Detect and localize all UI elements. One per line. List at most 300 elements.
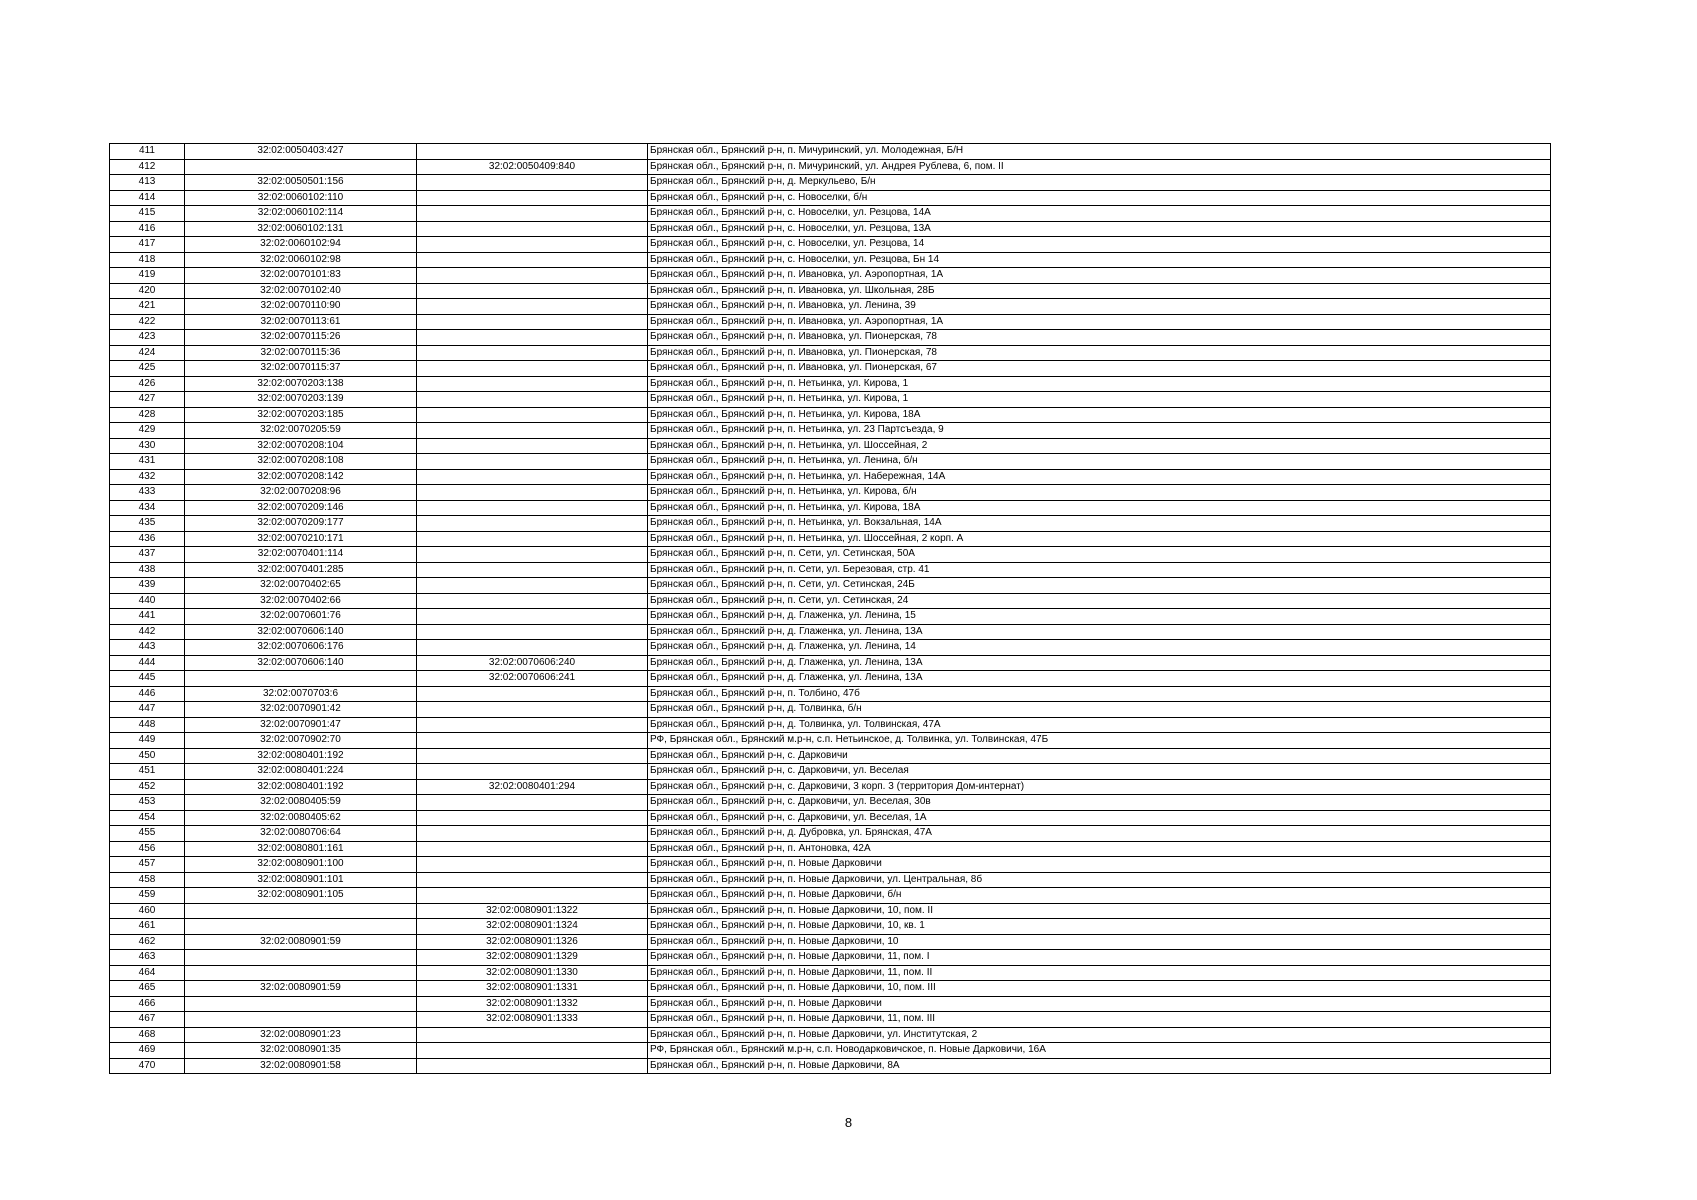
object-cadastral-number-cell — [417, 361, 648, 377]
object-cadastral-number-cell — [417, 841, 648, 857]
row-number-cell: 427 — [110, 392, 185, 408]
cadastral-number-cell: 32:02:0070115:36 — [185, 345, 417, 361]
object-cadastral-number-cell — [417, 748, 648, 764]
table-row — [110, 283, 1551, 299]
row-number-cell: 443 — [110, 640, 185, 656]
row-number-cell: 433 — [110, 485, 185, 501]
address-cell: Брянская обл., Брянский р-н, п. Нетьинка, ул. Кирова, 18А — [648, 407, 1551, 423]
address-cell: Брянская обл., Брянский р-н, п. Новые Дарковичи — [648, 996, 1551, 1012]
object-cadastral-number-cell — [417, 795, 648, 811]
object-cadastral-number-cell — [417, 206, 648, 222]
cadastral-number-cell: 32:02:0080401:192 — [185, 779, 417, 795]
cadastral-number-cell: 32:02:0070208:142 — [185, 469, 417, 485]
object-cadastral-number-cell — [417, 330, 648, 346]
object-cadastral-number-cell — [417, 888, 648, 904]
object-cadastral-number-cell — [417, 190, 648, 206]
table-row — [110, 500, 1551, 516]
cadastral-number-cell: 32:02:0060102:110 — [185, 190, 417, 206]
address-cell: Брянская обл., Брянский р-н, п. Сети, ул. Березовая, стр. 41 — [648, 562, 1551, 578]
row-number-cell: 448 — [110, 717, 185, 733]
cadastral-number-cell: 32:02:0080401:224 — [185, 764, 417, 780]
cadastral-number-cell — [185, 671, 417, 687]
object-cadastral-number-cell: 32:02:0070606:241 — [417, 671, 648, 687]
object-cadastral-number-cell: 32:02:0080901:1329 — [417, 950, 648, 966]
address-cell: Брянская обл., Брянский р-н, п. Новые Дарковичи, 11, пом. I — [648, 950, 1551, 966]
address-cell: Брянская обл., Брянский р-н, д. Толвинка, б/н — [648, 702, 1551, 718]
row-number-cell: 451 — [110, 764, 185, 780]
object-cadastral-number-cell — [417, 454, 648, 470]
table-row — [110, 717, 1551, 733]
cadastral-number-cell: 32:02:0070901:42 — [185, 702, 417, 718]
table-row — [110, 314, 1551, 330]
row-number-cell: 469 — [110, 1043, 185, 1059]
table-row — [110, 392, 1551, 408]
table-row — [110, 531, 1551, 547]
table-row — [110, 810, 1551, 826]
table-row — [110, 221, 1551, 237]
cadastral-number-cell: 32:02:0070102:40 — [185, 283, 417, 299]
object-cadastral-number-cell — [417, 237, 648, 253]
object-cadastral-number-cell — [417, 702, 648, 718]
page-number: 8 — [844, 1115, 853, 1130]
cadastral-number-cell: 32:02:0080901:23 — [185, 1027, 417, 1043]
table-row — [110, 252, 1551, 268]
address-cell: Брянская обл., Брянский р-н, с. Новоселки, ул. Резцова, 13А — [648, 221, 1551, 237]
table-row — [110, 965, 1551, 981]
object-cadastral-number-cell — [417, 872, 648, 888]
row-number-cell: 434 — [110, 500, 185, 516]
row-number-cell: 444 — [110, 655, 185, 671]
table-row — [110, 733, 1551, 749]
address-cell: Брянская обл., Брянский р-н, с. Дарковичи, ул. Веселая, 1А — [648, 810, 1551, 826]
row-number-cell: 456 — [110, 841, 185, 857]
table-row — [110, 469, 1551, 485]
row-number-cell: 437 — [110, 547, 185, 563]
object-cadastral-number-cell: 32:02:0080901:1333 — [417, 1012, 648, 1028]
address-cell: Брянская обл., Брянский р-н, п. Нетьинка, ул. Шоссейная, 2 — [648, 438, 1551, 454]
address-cell: Брянская обл., Брянский р-н, с. Дарковичи, ул. Веселая — [648, 764, 1551, 780]
row-number-cell: 457 — [110, 857, 185, 873]
row-number-cell: 429 — [110, 423, 185, 439]
address-cell: Брянская обл., Брянский р-н, п. Мичуринский, ул. Молодежная, Б/Н — [648, 144, 1551, 160]
table-row — [110, 841, 1551, 857]
object-cadastral-number-cell — [417, 345, 648, 361]
row-number-cell: 463 — [110, 950, 185, 966]
cadastral-number-cell: 32:02:0070209:177 — [185, 516, 417, 532]
object-cadastral-number-cell — [417, 423, 648, 439]
address-cell: Брянская обл., Брянский р-н, п. Новые Дарковичи, 11, пом. II — [648, 965, 1551, 981]
address-cell: Брянская обл., Брянский р-н, п. Антоновка, 42А — [648, 841, 1551, 857]
object-cadastral-number-cell: 32:02:0080901:1322 — [417, 903, 648, 919]
table-row — [110, 702, 1551, 718]
cadastral-number-cell — [185, 965, 417, 981]
address-cell: Брянская обл., Брянский р-н, п. Ивановка, ул. Пионерская, 67 — [648, 361, 1551, 377]
row-number-cell: 447 — [110, 702, 185, 718]
cadastral-number-cell: 32:02:0070401:285 — [185, 562, 417, 578]
table-row — [110, 578, 1551, 594]
table-row — [110, 609, 1551, 625]
cadastral-number-cell: 32:02:0060102:94 — [185, 237, 417, 253]
row-number-cell: 446 — [110, 686, 185, 702]
table-row — [110, 671, 1551, 687]
row-number-cell: 420 — [110, 283, 185, 299]
object-cadastral-number-cell: 32:02:0080901:1332 — [417, 996, 648, 1012]
cadastral-number-cell: 32:02:0070208:104 — [185, 438, 417, 454]
cadastral-number-cell: 32:02:0070402:66 — [185, 593, 417, 609]
address-cell: Брянская обл., Брянский р-н, п. Новые Дарковичи, 10, пом. III — [648, 981, 1551, 997]
row-number-cell: 440 — [110, 593, 185, 609]
address-cell: Брянская обл., Брянский р-н, д. Глаженка, ул. Ленина, 13А — [648, 624, 1551, 640]
object-cadastral-number-cell — [417, 686, 648, 702]
object-cadastral-number-cell — [417, 438, 648, 454]
address-cell: Брянская обл., Брянский р-н, п. Нетьинка, ул. 23 Партсъезда, 9 — [648, 423, 1551, 439]
row-number-cell: 460 — [110, 903, 185, 919]
table-row — [110, 888, 1551, 904]
table-row — [110, 857, 1551, 873]
address-cell: Брянская обл., Брянский р-н, п. Мичуринский, ул. Андрея Рублева, 6, пом. II — [648, 159, 1551, 175]
address-cell: Брянская обл., Брянский р-н, д. Дубровка, ул. Брянская, 47А — [648, 826, 1551, 842]
address-cell: Брянская обл., Брянский р-н, д. Толвинка, ул. Толвинская, 47А — [648, 717, 1551, 733]
table-row — [110, 1027, 1551, 1043]
table-row — [110, 919, 1551, 935]
row-number-cell: 413 — [110, 175, 185, 191]
table-row — [110, 764, 1551, 780]
object-cadastral-number-cell — [417, 469, 648, 485]
table-row — [110, 438, 1551, 454]
row-number-cell: 449 — [110, 733, 185, 749]
object-cadastral-number-cell — [417, 283, 648, 299]
cadastral-number-cell: 32:02:0070208:108 — [185, 454, 417, 470]
address-cell: Брянская обл., Брянский р-н, п. Новые Дарковичи, 10, кв. 1 — [648, 919, 1551, 935]
object-cadastral-number-cell: 32:02:0080901:1324 — [417, 919, 648, 935]
object-cadastral-number-cell — [417, 221, 648, 237]
property-table — [109, 143, 1551, 1074]
row-number-cell: 432 — [110, 469, 185, 485]
cadastral-number-cell: 32:02:0050403:427 — [185, 144, 417, 160]
address-cell: Брянская обл., Брянский р-н, д. Меркульево, Б/н — [648, 175, 1551, 191]
object-cadastral-number-cell — [417, 1027, 648, 1043]
cadastral-number-cell: 32:02:0070203:185 — [185, 407, 417, 423]
object-cadastral-number-cell: 32:02:0050409:840 — [417, 159, 648, 175]
address-cell: Брянская обл., Брянский р-н, п. Ивановка, ул. Аэропортная, 1А — [648, 314, 1551, 330]
address-cell: Брянская обл., Брянский р-н, п. Сети, ул. Сетинская, 24 — [648, 593, 1551, 609]
address-cell: Брянская обл., Брянский р-н, п. Ивановка, ул. Ленина, 39 — [648, 299, 1551, 315]
row-number-cell: 453 — [110, 795, 185, 811]
table-row — [110, 330, 1551, 346]
table-row — [110, 516, 1551, 532]
table-row — [110, 547, 1551, 563]
address-cell: Брянская обл., Брянский р-н, д. Глаженка, ул. Ленина, 14 — [648, 640, 1551, 656]
address-cell: Брянская обл., Брянский р-н, п. Новые Дарковичи, ул. Центральная, 8б — [648, 872, 1551, 888]
cadastral-number-cell: 32:02:0070902:70 — [185, 733, 417, 749]
row-number-cell: 450 — [110, 748, 185, 764]
address-cell: Брянская обл., Брянский р-н, с. Новоселки, ул. Резцова, Бн 14 — [648, 252, 1551, 268]
row-number-cell: 467 — [110, 1012, 185, 1028]
row-number-cell: 459 — [110, 888, 185, 904]
row-number-cell: 419 — [110, 268, 185, 284]
table-row — [110, 299, 1551, 315]
object-cadastral-number-cell — [417, 857, 648, 873]
object-cadastral-number-cell — [417, 531, 648, 547]
object-cadastral-number-cell — [417, 578, 648, 594]
row-number-cell: 468 — [110, 1027, 185, 1043]
cadastral-number-cell: 32:02:0080405:62 — [185, 810, 417, 826]
table-row — [110, 826, 1551, 842]
object-cadastral-number-cell — [417, 547, 648, 563]
address-cell: Брянская обл., Брянский р-н, п. Ивановка, ул. Пионерская, 78 — [648, 330, 1551, 346]
address-cell: Брянская обл., Брянский р-н, п. Нетьинка, ул. Кирова, 1 — [648, 376, 1551, 392]
table-row — [110, 1043, 1551, 1059]
address-cell: Брянская обл., Брянский р-н, п. Нетьинка, ул. Ленина, б/н — [648, 454, 1551, 470]
address-cell: Брянская обл., Брянский р-н, п. Новые Дарковичи, б/н — [648, 888, 1551, 904]
row-number-cell: 412 — [110, 159, 185, 175]
address-cell: Брянская обл., Брянский р-н, п. Нетьинка, ул. Шоссейная, 2 корп. А — [648, 531, 1551, 547]
address-cell: Брянская обл., Брянский р-н, д. Глаженка, ул. Ленина, 13А — [648, 671, 1551, 687]
object-cadastral-number-cell — [417, 252, 648, 268]
row-number-cell: 422 — [110, 314, 185, 330]
cadastral-number-cell: 32:02:0070901:47 — [185, 717, 417, 733]
table-row — [110, 423, 1551, 439]
object-cadastral-number-cell — [417, 392, 648, 408]
cadastral-number-cell: 32:02:0070203:138 — [185, 376, 417, 392]
row-number-cell: 441 — [110, 609, 185, 625]
row-number-cell: 470 — [110, 1058, 185, 1074]
cadastral-number-cell: 32:02:0070402:65 — [185, 578, 417, 594]
row-number-cell: 454 — [110, 810, 185, 826]
object-cadastral-number-cell — [417, 624, 648, 640]
row-number-cell: 417 — [110, 237, 185, 253]
table-row — [110, 996, 1551, 1012]
row-number-cell: 452 — [110, 779, 185, 795]
property-table-body — [110, 144, 1551, 1074]
address-cell: Брянская обл., Брянский р-н, п. Толбино, 47б — [648, 686, 1551, 702]
cadastral-number-cell: 32:02:0070401:114 — [185, 547, 417, 563]
cadastral-number-cell — [185, 159, 417, 175]
object-cadastral-number-cell — [417, 733, 648, 749]
row-number-cell: 428 — [110, 407, 185, 423]
cadastral-number-cell — [185, 996, 417, 1012]
address-cell: Брянская обл., Брянский р-н, с. Новоселки, ул. Резцова, 14А — [648, 206, 1551, 222]
row-number-cell: 466 — [110, 996, 185, 1012]
row-number-cell: 418 — [110, 252, 185, 268]
object-cadastral-number-cell — [417, 175, 648, 191]
table-row — [110, 206, 1551, 222]
object-cadastral-number-cell: 32:02:0080901:1326 — [417, 934, 648, 950]
cadastral-number-cell — [185, 919, 417, 935]
address-cell: Брянская обл., Брянский р-н, п. Ивановка, ул. Школьная, 28Б — [648, 283, 1551, 299]
table-row — [110, 593, 1551, 609]
object-cadastral-number-cell — [417, 500, 648, 516]
cadastral-number-cell — [185, 903, 417, 919]
object-cadastral-number-cell — [417, 640, 648, 656]
address-cell: РФ, Брянская обл., Брянский м.р-н, с.п. Нетьинское, д. Толвинка, ул. Толвинская, 47Б — [648, 733, 1551, 749]
row-number-cell: 424 — [110, 345, 185, 361]
table-row — [110, 934, 1551, 950]
object-cadastral-number-cell — [417, 299, 648, 315]
cadastral-number-cell: 32:02:0080901:105 — [185, 888, 417, 904]
cadastral-number-cell: 32:02:0080901:35 — [185, 1043, 417, 1059]
cadastral-number-cell: 32:02:0070113:61 — [185, 314, 417, 330]
object-cadastral-number-cell — [417, 407, 648, 423]
address-cell: Брянская обл., Брянский р-н, п. Сети, ул. Сетинская, 50А — [648, 547, 1551, 563]
row-number-cell: 462 — [110, 934, 185, 950]
row-number-cell: 455 — [110, 826, 185, 842]
address-cell: Брянская обл., Брянский р-н, с. Новоселки, б/н — [648, 190, 1551, 206]
row-number-cell: 423 — [110, 330, 185, 346]
table-row — [110, 1058, 1551, 1074]
table-row — [110, 640, 1551, 656]
cadastral-number-cell: 32:02:0070606:140 — [185, 624, 417, 640]
table-row — [110, 237, 1551, 253]
table-row — [110, 981, 1551, 997]
address-cell: Брянская обл., Брянский р-н, с. Новоселки, ул. Резцова, 14 — [648, 237, 1551, 253]
address-cell: Брянская обл., Брянский р-н, п. Новые Дарковичи, 11, пом. III — [648, 1012, 1551, 1028]
address-cell: Брянская обл., Брянский р-н, п. Новые Дарковичи, 10, пом. II — [648, 903, 1551, 919]
address-cell: Брянская обл., Брянский р-н, п. Нетьинка, ул. Кирова, 18А — [648, 500, 1551, 516]
cadastral-number-cell — [185, 1012, 417, 1028]
cadastral-number-cell: 32:02:0050501:156 — [185, 175, 417, 191]
cadastral-number-cell: 32:02:0080901:58 — [185, 1058, 417, 1074]
cadastral-number-cell: 32:02:0070606:140 — [185, 655, 417, 671]
table-row — [110, 748, 1551, 764]
table-row — [110, 454, 1551, 470]
cadastral-number-cell: 32:02:0070703:6 — [185, 686, 417, 702]
table-row — [110, 407, 1551, 423]
cadastral-number-cell: 32:02:0070115:26 — [185, 330, 417, 346]
object-cadastral-number-cell — [417, 562, 648, 578]
cadastral-number-cell: 32:02:0060102:131 — [185, 221, 417, 237]
table-row — [110, 655, 1551, 671]
address-cell: Брянская обл., Брянский р-н, п. Новые Дарковичи, 10 — [648, 934, 1551, 950]
row-number-cell: 461 — [110, 919, 185, 935]
address-cell: Брянская обл., Брянский р-н, п. Ивановка, ул. Аэропортная, 1А — [648, 268, 1551, 284]
row-number-cell: 421 — [110, 299, 185, 315]
table-row — [110, 624, 1551, 640]
object-cadastral-number-cell — [417, 268, 648, 284]
address-cell: Брянская обл., Брянский р-н, п. Нетьинка, ул. Кирова, 1 — [648, 392, 1551, 408]
object-cadastral-number-cell — [417, 609, 648, 625]
table-row — [110, 686, 1551, 702]
cadastral-number-cell: 32:02:0080901:59 — [185, 934, 417, 950]
object-cadastral-number-cell — [417, 1058, 648, 1074]
table-row — [110, 190, 1551, 206]
table-row — [110, 376, 1551, 392]
address-cell: РФ, Брянская обл., Брянский м.р-н, с.п. Новодарковичское, п. Новые Дарковичи, 16А — [648, 1043, 1551, 1059]
row-number-cell: 425 — [110, 361, 185, 377]
cadastral-number-cell: 32:02:0080401:192 — [185, 748, 417, 764]
table-row — [110, 795, 1551, 811]
row-number-cell: 416 — [110, 221, 185, 237]
table-row — [110, 562, 1551, 578]
address-cell: Брянская обл., Брянский р-н, с. Дарковичи, 3 корп. 3 (территория Дом-интернат) — [648, 779, 1551, 795]
address-cell: Брянская обл., Брянский р-н, п. Новые Дарковичи, 8А — [648, 1058, 1551, 1074]
row-number-cell: 431 — [110, 454, 185, 470]
cadastral-number-cell — [185, 950, 417, 966]
row-number-cell: 415 — [110, 206, 185, 222]
address-cell: Брянская обл., Брянский р-н, с. Дарковичи, ул. Веселая, 30в — [648, 795, 1551, 811]
address-cell: Брянская обл., Брянский р-н, д. Глаженка, ул. Ленина, 13А — [648, 655, 1551, 671]
cadastral-number-cell: 32:02:0070209:146 — [185, 500, 417, 516]
table-row — [110, 903, 1551, 919]
row-number-cell: 445 — [110, 671, 185, 687]
object-cadastral-number-cell: 32:02:0080901:1330 — [417, 965, 648, 981]
table-row — [110, 268, 1551, 284]
cadastral-number-cell: 32:02:0080405:59 — [185, 795, 417, 811]
object-cadastral-number-cell: 32:02:0070606:240 — [417, 655, 648, 671]
object-cadastral-number-cell — [417, 1043, 648, 1059]
object-cadastral-number-cell — [417, 717, 648, 733]
cadastral-number-cell: 32:02:0070115:37 — [185, 361, 417, 377]
object-cadastral-number-cell — [417, 376, 648, 392]
object-cadastral-number-cell — [417, 144, 648, 160]
address-cell: Брянская обл., Брянский р-н, с. Дарковичи — [648, 748, 1551, 764]
row-number-cell: 411 — [110, 144, 185, 160]
cadastral-number-cell: 32:02:0080901:100 — [185, 857, 417, 873]
object-cadastral-number-cell — [417, 826, 648, 842]
address-cell: Брянская обл., Брянский р-н, п. Новые Дарковичи, ул. Институтская, 2 — [648, 1027, 1551, 1043]
object-cadastral-number-cell — [417, 314, 648, 330]
cadastral-number-cell: 32:02:0070208:96 — [185, 485, 417, 501]
cadastral-number-cell: 32:02:0070606:176 — [185, 640, 417, 656]
object-cadastral-number-cell — [417, 516, 648, 532]
table-row — [110, 485, 1551, 501]
row-number-cell: 442 — [110, 624, 185, 640]
table-row — [110, 950, 1551, 966]
table-row — [110, 175, 1551, 191]
object-cadastral-number-cell: 32:02:0080401:294 — [417, 779, 648, 795]
address-cell: Брянская обл., Брянский р-н, п. Сети, ул. Сетинская, 24Б — [648, 578, 1551, 594]
object-cadastral-number-cell — [417, 810, 648, 826]
object-cadastral-number-cell — [417, 593, 648, 609]
cadastral-number-cell: 32:02:0070205:59 — [185, 423, 417, 439]
object-cadastral-number-cell — [417, 764, 648, 780]
address-cell: Брянская обл., Брянский р-н, п. Нетьинка, ул. Набережная, 14А — [648, 469, 1551, 485]
address-cell: Брянская обл., Брянский р-н, п. Нетьинка, ул. Вокзальная, 14А — [648, 516, 1551, 532]
row-number-cell: 464 — [110, 965, 185, 981]
row-number-cell: 438 — [110, 562, 185, 578]
address-cell: Брянская обл., Брянский р-н, п. Нетьинка, ул. Кирова, б/н — [648, 485, 1551, 501]
cadastral-number-cell: 32:02:0070601:76 — [185, 609, 417, 625]
row-number-cell: 430 — [110, 438, 185, 454]
cadastral-number-cell: 32:02:0070210:171 — [185, 531, 417, 547]
row-number-cell: 414 — [110, 190, 185, 206]
row-number-cell: 426 — [110, 376, 185, 392]
row-number-cell: 436 — [110, 531, 185, 547]
cadastral-number-cell: 32:02:0070203:139 — [185, 392, 417, 408]
cadastral-number-cell: 32:02:0070110:90 — [185, 299, 417, 315]
address-cell: Брянская обл., Брянский р-н, п. Ивановка, ул. Пионерская, 78 — [648, 345, 1551, 361]
table-row — [110, 779, 1551, 795]
address-cell: Брянская обл., Брянский р-н, д. Глаженка, ул. Ленина, 15 — [648, 609, 1551, 625]
table-row — [110, 159, 1551, 175]
cadastral-number-cell: 32:02:0060102:114 — [185, 206, 417, 222]
cadastral-number-cell: 32:02:0080801:161 — [185, 841, 417, 857]
cadastral-number-cell: 32:02:0080901:101 — [185, 872, 417, 888]
address-cell: Брянская обл., Брянский р-н, п. Новые Дарковичи — [648, 857, 1551, 873]
table-row — [110, 872, 1551, 888]
cadastral-number-cell: 32:02:0070101:83 — [185, 268, 417, 284]
cadastral-number-cell: 32:02:0060102:98 — [185, 252, 417, 268]
table-row — [110, 144, 1551, 160]
row-number-cell: 465 — [110, 981, 185, 997]
row-number-cell: 439 — [110, 578, 185, 594]
table-row — [110, 1012, 1551, 1028]
cadastral-number-cell: 32:02:0080901:59 — [185, 981, 417, 997]
row-number-cell: 458 — [110, 872, 185, 888]
object-cadastral-number-cell: 32:02:0080901:1331 — [417, 981, 648, 997]
cadastral-number-cell: 32:02:0080706:64 — [185, 826, 417, 842]
row-number-cell: 435 — [110, 516, 185, 532]
